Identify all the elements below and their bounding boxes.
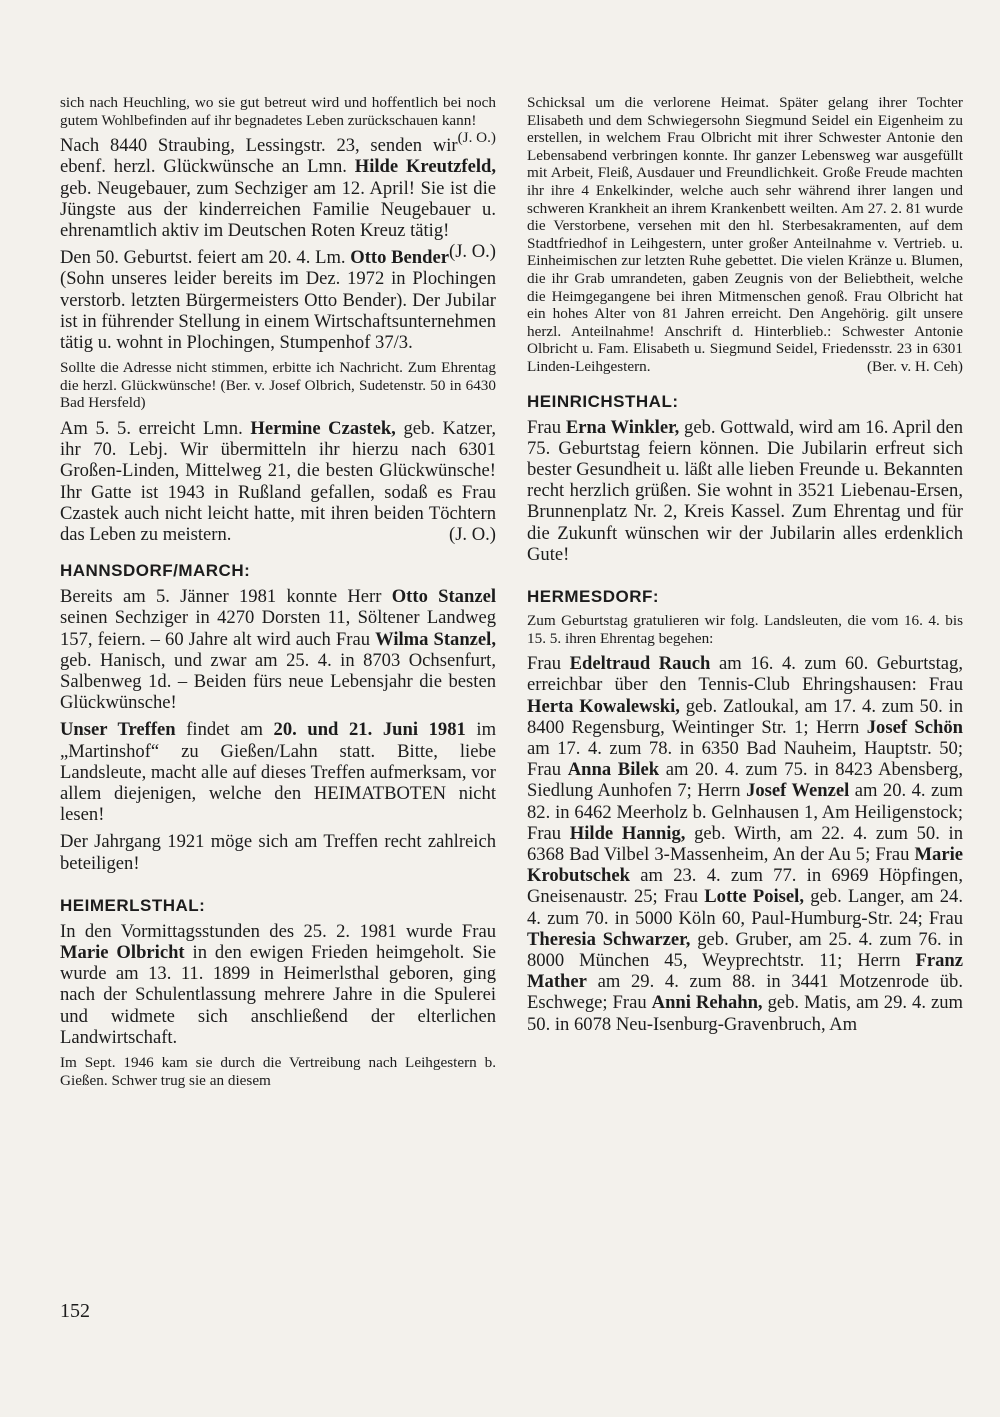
person-name: Otto Stanzel: [391, 586, 496, 608]
text: Am 5. 5. erreicht Lmn.: [60, 418, 251, 439]
person-name: Theresia Schwarzer,: [527, 928, 691, 950]
text: Nach 8440 Straubing, Lessingstr. 23, senden wir ebenf. herzl. Glückwünsche an Lmn.: [60, 135, 458, 178]
author-initials: (J. O.): [449, 241, 496, 263]
person-name: Otto Bender: [350, 247, 449, 269]
author-initials: (J. O.): [449, 524, 496, 546]
text: In den Vormittagsstunden des 25. 2. 1981 wurde Frau: [60, 920, 496, 942]
text: am 29. 4. zum 88. in 3441 Motzenrode üb. Eschwege; Frau: [527, 971, 963, 1014]
section-heading-heinrichsthal: HEINRICHSTHAL:: [527, 391, 679, 411]
article-text: Der Jahrgang 1921 möge sich am Treffen recht zahlreich beteiligen!: [60, 831, 496, 874]
text: am 20. 4. zum 75. in 8423 Abensberg, Siedlung Aunhofen 7; Herrn: [527, 759, 963, 802]
left-column: [60, 94, 496, 1095]
text: in den ewigen Frieden heimgeholt. Sie wurde am 13. 11. 1899 in Heimerlsthal geboren, ging nach der Schulentlassung mehrere Jahre in die Spulerei und widmete sich anschließend der elterlichen Landwirtschaft.: [60, 942, 496, 1048]
article-text: [60, 586, 496, 713]
person-name: Anna Bilek: [567, 759, 660, 781]
article-text: [527, 417, 963, 565]
person-name: Marie Olbricht: [60, 942, 185, 964]
text: geb. Wirth, am 22. 4. zum 50. in 6368 Bad Vilbel 3-Massenheim, An der Au 5; Frau: [527, 822, 964, 865]
person-name: Marie Krobutschek: [527, 843, 963, 887]
highlight: 20. und 21. Juni 1981: [273, 719, 466, 741]
text: geb. Matis, am 29. 4. zum 50. in 6078 Neu-Isenburg-Gravenbruch, Am: [527, 992, 964, 1035]
text: geb. Zatloukal, am 17. 4. zum 50. in 8400 Regensburg, Weintinger Str. 1; Herrn: [527, 695, 963, 738]
section-heading-hermesdorf: HERMESDORF:: [527, 586, 660, 606]
article-text: Sollte die Adresse nicht stimmen, erbitte ich Nachricht. Zum Ehrentag die herzl. Glückwünsche! (Ber. v. Josef Olbrich, Sudetenstr. 50 in 6430 Bad Hersfeld): [60, 359, 496, 412]
text: Bereits am 5. Jänner 1981 konnte Herr: [60, 586, 392, 608]
person-name: Herta Kowalewski,: [527, 695, 680, 717]
person-name: Josef Wenzel: [746, 780, 850, 802]
text: geb. Hanisch, und zwar am 25. 4. in 8703 Ochsenfurt, Salbenweg 1d. – Beiden fürs neue Lebensjahr die besten Glückwünsche!: [60, 649, 496, 714]
text: sich nach Heuchling, wo sie gut betreut wird und hoffentlich bei noch gutem Wohlbefinden auf ihr begnadetes Leben zurückschauen kann!: [60, 94, 496, 129]
person-name: Wilma Stanzel,: [375, 628, 496, 650]
text: am 23. 4. zum 77. in 6969 Höpfingen, Gneisenaustr. 25; Frau: [527, 865, 963, 908]
text: geb. Neugebauer, zum Sechziger am 12. April! Sie ist die Jüngste aus der kinderreichen Familie Neugebauer u. ehrenamtlich aktiv im Deutschen Roten Kreuz tätig!: [60, 177, 496, 241]
article-text: [60, 247, 496, 353]
person-name: Hilde Kreutzfeld,: [354, 156, 496, 178]
text: Frau: [527, 416, 566, 438]
text: am 17. 4. zum 78. in 6350 Bad Nauheim, Hauptstr. 50; Frau: [527, 737, 963, 781]
text: geb. Gruber, am 25. 4. zum 76. in 8000 München 45, Weyprechtstr. 11; Herrn: [527, 928, 964, 971]
person-name: Hilde Hannig,: [569, 822, 686, 844]
article-text: [60, 921, 496, 1048]
article-text: [60, 418, 496, 545]
page-number: 152: [60, 1300, 90, 1322]
person-name: Erna Winkler,: [565, 416, 680, 438]
article-text: [527, 653, 963, 1035]
text: Den 50. Geburtst. feiert am 20. 4. Lm.: [60, 247, 351, 269]
section-heading-hannsdorf: HANNSDORF/MARCH:: [60, 561, 251, 581]
right-column: [527, 94, 963, 1041]
article-text: [527, 94, 963, 376]
person-name: Lotte Poisel,: [704, 886, 804, 908]
section-heading-heimerlsthal: HEIMERLSTHAL:: [60, 895, 206, 915]
text: (Sohn unseres leider bereits im Dez. 1972 in Plochingen verstorb. letzten Bürgermeisters Otto Bender). Der Jubilar ist in führender Stellung in einem Wirtschaftsunternehmen tätig u. wohnt in Plochingen, Stumpenhof 37/3.: [60, 268, 496, 354]
author-initials: (J. O.): [457, 129, 496, 147]
text: Frau: [527, 653, 570, 675]
highlight: Unser Treffen: [60, 719, 176, 741]
article-text: [60, 94, 496, 147]
person-name: Hermine Czastek,: [250, 418, 396, 439]
person-name: Anni Rehahn,: [651, 992, 763, 1014]
person-name: Josef Schön: [866, 716, 963, 738]
text: Schicksal um die verlorene Heimat. Später gelang ihrer Tochter Elisabeth und dem Schwiegersohn Siegmund Seidel ein Eigenheim zu erstellen, in welchem Frau Olbricht mit ihrer Schwester Antonie den Lebensabend verbringen konnte. Ihr ganzer Lebensweg war ausgefüllt mit Arbeit, Fleiß, Ausdauer und Freundlichkeit. Große Freude machten ihr ihre 4 Enkelkinder, welche auch sehr während ihrer langen und schweren Krankheit an ihrem Krankenbett weilten. Am 27. 2. 81 wurde die Verstorbene, versehen mit den hl. Sterbesakramenten, auf dem Stadtfriedhof in Leihgestern, unter großer Anteilnahme v. Vertrieb. u. Einheimischen zur letzten Ruhe gebettet. Die vielen Kränze u. Blumen, die ihr Grab umrandeten, gaben Zeugnis von der Beliebtheit, welche die Heimgegangene bei ihren Mitmenschen genoß. Frau Olbricht hat ein hohes Alter von 81 Jahren erreicht. Den Angehörig. gilt unsere herzl. Anteilnahme! Anschrift d. Hinterblieb.: Schwester Antonie Olbricht u. Fam. Elisabeth u. Siegmund Seidel, Friedensstr. 23 in 6301 Linden-Leihgestern.: [527, 94, 963, 375]
article-text: Im Sept. 1946 kam sie durch die Vertreibung nach Leihgestern b. Gießen. Schwer trug sie an diesem: [60, 1054, 496, 1089]
person-name: Edeltraud Rauch: [569, 653, 711, 675]
article-text: Zum Geburtstag gratulieren wir folg. Landsleuten, die vom 16. 4. bis 15. 5. ihren Ehrentag begehen:: [527, 611, 963, 647]
author-credit: (Ber. v. H. Ceh): [866, 357, 963, 375]
text: am 16. 4. zum 60. Geburtstag, erreichbar über den Tennis-Club Ehringshausen: Frau: [527, 653, 963, 696]
text: im „Martinshof“ zu Gießen/Lahn statt. Bitte, liebe Landsleute, macht alle auf dieses Treffen aufmerksam, vor allem diejenigen, welche den HEIMATBOTEN nicht lesen!: [60, 719, 497, 826]
text: geb. Katzer, ihr 70. Lebj. Wir übermitteln ihr hierzu nach 6301 Großen-Linden, Mittelweg 21, die besten Glückwünsche! Ihr Gatte ist 1943 in Rußland gefallen, sodaß es Frau Czastek auch nicht leicht hatte, mit ihren beiden Töchtern das Leben zu meistern.: [60, 418, 497, 546]
text: geb. Langer, am 24. 4. zum 70. in 5000 Köln 60, Paul-Humburg-Str. 24; Frau: [527, 886, 963, 929]
person-name: Franz Mather: [527, 949, 963, 993]
text: seinen Sechziger in 4270 Dorsten 11, Söltener Landweg 157, feiern. – 60 Jahre alt wird auch Frau: [60, 607, 496, 650]
text: geb. Gottwald, wird am 16. April den 75. Geburtstag feiern können. Die Jubilarin erfreut sich bester Gesundheit u. läßt alle lieben Freunde u. Bekannten recht herzlich grüßen. Sie wohnt in 3521 Liebenau-Ersen, Brunnenplatz Nr. 2, Kreis Kassel. Zum Ehrentag und für die Zukunft wünschen wir der Jubilarin alles erdenklich Gute!: [527, 416, 964, 565]
text: am 20. 4. zum 82. in 6462 Meerholz b. Gelnhausen 1, Am Heiligenstock; Frau: [527, 780, 963, 844]
text: findet am: [175, 719, 274, 741]
article-text: [60, 719, 496, 825]
